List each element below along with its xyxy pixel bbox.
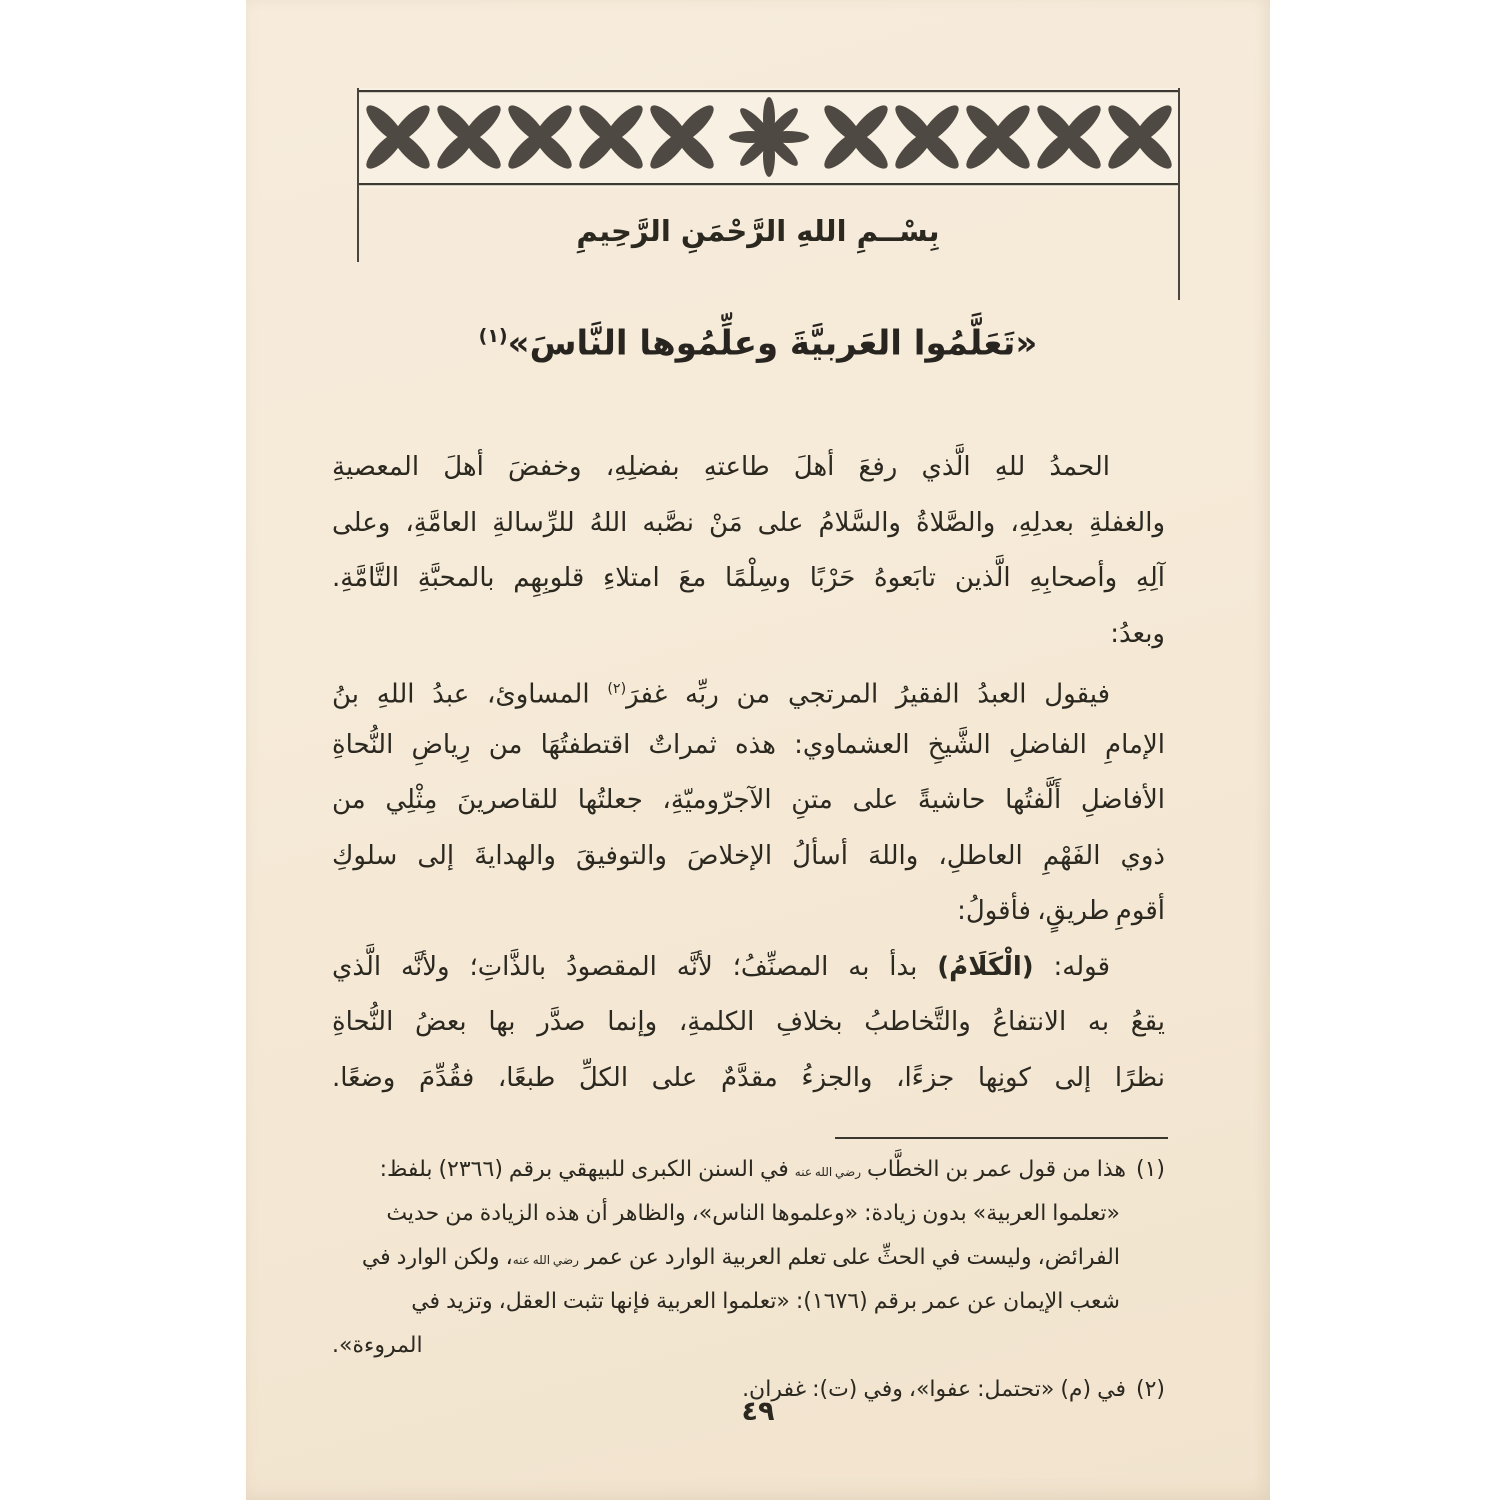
page-number: ٤٩ [741, 1396, 775, 1427]
body-line: نظرًا إلى كونِها جزءًا، والجزءُ مقدَّمٌ على الكلِّ طبعًا، فقُدِّمَ وضعًا. [332, 1062, 1165, 1093]
body-text [332, 440, 1165, 1106]
footnote-line: المروءة». [332, 1333, 423, 1358]
ornament-chain-icon [358, 88, 1180, 188]
eight-petal-star-icon [729, 97, 809, 177]
body-line: يقعُ به الانتفاعُ والتَّخاطبُ بخلافِ الكلمةِ، وإنما صدَّر بها بعضُ النُّحاةِ [332, 1007, 1165, 1037]
book-page [246, 0, 1270, 1500]
footnote-segment: الفرائض، وليست في الحثِّ على تعلم العربية الوارد عن عمر [578, 1245, 1120, 1270]
body-line [332, 662, 1165, 718]
body-line: الأفاضلِ أَلَّفتُها حاشيةً على متنِ الآجرّوميّةِ، جعلتُها للقاصرينَ مِثْلِي من [332, 785, 1165, 815]
basmala-calligraphy: بِسْــمِ اللهِ الرَّحْمَنِ الرَّحِيمِ [576, 214, 940, 248]
body-line: الحمدُ للهِ الَّذي رفعَ أهلَ طاعتهِ بفضلِهِ، وخفضَ أهلَ المعصيةِ [332, 452, 1110, 482]
body-line: آلِهِ وأصحابِهِ الَّذين تابَعوهُ حَرْبًا وسِلْمًا معَ امتلاءِ قلوبِهِم بالمحبَّةِ التَّامَّةِ. [332, 563, 1165, 593]
chapter-title-text: «تَعَلَّمُوا العَربيَّةَ وعلِّمُوها النَّاسَ» [507, 323, 1038, 364]
body-line: أقومِ طريقٍ، فأقولُ: [957, 896, 1165, 926]
ornament-border [358, 88, 1180, 188]
footnote-segment: في السنن الكبرى للبيهقي برقم (٢٣٦٦) بلفظ: [379, 1157, 795, 1182]
body-line-segment: بدأ به المصنِّفُ؛ لأنَّه المقصودُ بالذَّاتِ؛ ولأنَّه الَّذي [332, 951, 938, 982]
body-line: الإمامِ الفاضلِ الشَّيخِ العشماوي: هذه ثمراتٌ اقتطفتُهَا من رِياضِ النُّحاةِ [332, 729, 1165, 760]
footnote-separator [835, 1137, 1168, 1139]
footnote-ref-1: (١) [478, 325, 508, 347]
body-line-segment: المساوئ، عبدُ اللهِ بنُ [332, 679, 608, 710]
body-line: والغفلةِ بعدلِهِ، والصَّلاةُ والسَّلامُ على مَنْ نصَّبه اللهُ للرِّسالةِ العامَّةِ، وعلى [332, 507, 1165, 538]
body-line [332, 940, 1165, 996]
frame-line-right [1178, 88, 1180, 300]
chapter-title [246, 300, 1270, 379]
body-line-segment: قوله: [1033, 951, 1110, 982]
radi-allahu-anhu-symbol: رضي الله عنه [794, 1165, 862, 1179]
footnote-marker: (٢) [1135, 1377, 1165, 1402]
footnote-line: «تعلموا العربية» بدون زيادة: «وعلموها الناس»، والظاهر أن هذه الزيادة من حديث [386, 1201, 1120, 1226]
footnote-segment: هذا من قول عمر بن الخطَّاب [861, 1157, 1126, 1182]
highlighted-term: (الْكَلَامُ) [937, 951, 1034, 982]
radi-allahu-anhu-symbol: رضي الله عنه [512, 1253, 579, 1267]
footnotes [332, 1148, 1165, 1412]
body-line-segment: فيقول العبدُ الفقيرُ المرتجي من ربِّه غفرَ [626, 679, 1110, 710]
footnote-line [332, 1148, 1165, 1192]
footnote-segment: في (م) «تحتمل: عفوا»، وفي (ت): غفران. [742, 1377, 1126, 1402]
footnote-line [332, 1236, 1165, 1280]
body-line: وبعدُ: [1110, 618, 1165, 649]
footnote-segment: ، ولكن الوارد في [361, 1245, 513, 1270]
footnote-ref-2: (٢) [607, 681, 627, 697]
footnote-marker: (١) [1135, 1157, 1165, 1182]
body-line: ذوي الفَهْمِ العاطلِ، واللهَ أسألُ الإخلاصَ والتوفيقَ والهدايةَ إلى سلوكِ [332, 840, 1165, 871]
footnote-line: شعب الإيمان عن عمر برقم (١٦٧٦): «تعلموا العربية فإنها تثبت العقل، وتزيد في [411, 1289, 1120, 1314]
